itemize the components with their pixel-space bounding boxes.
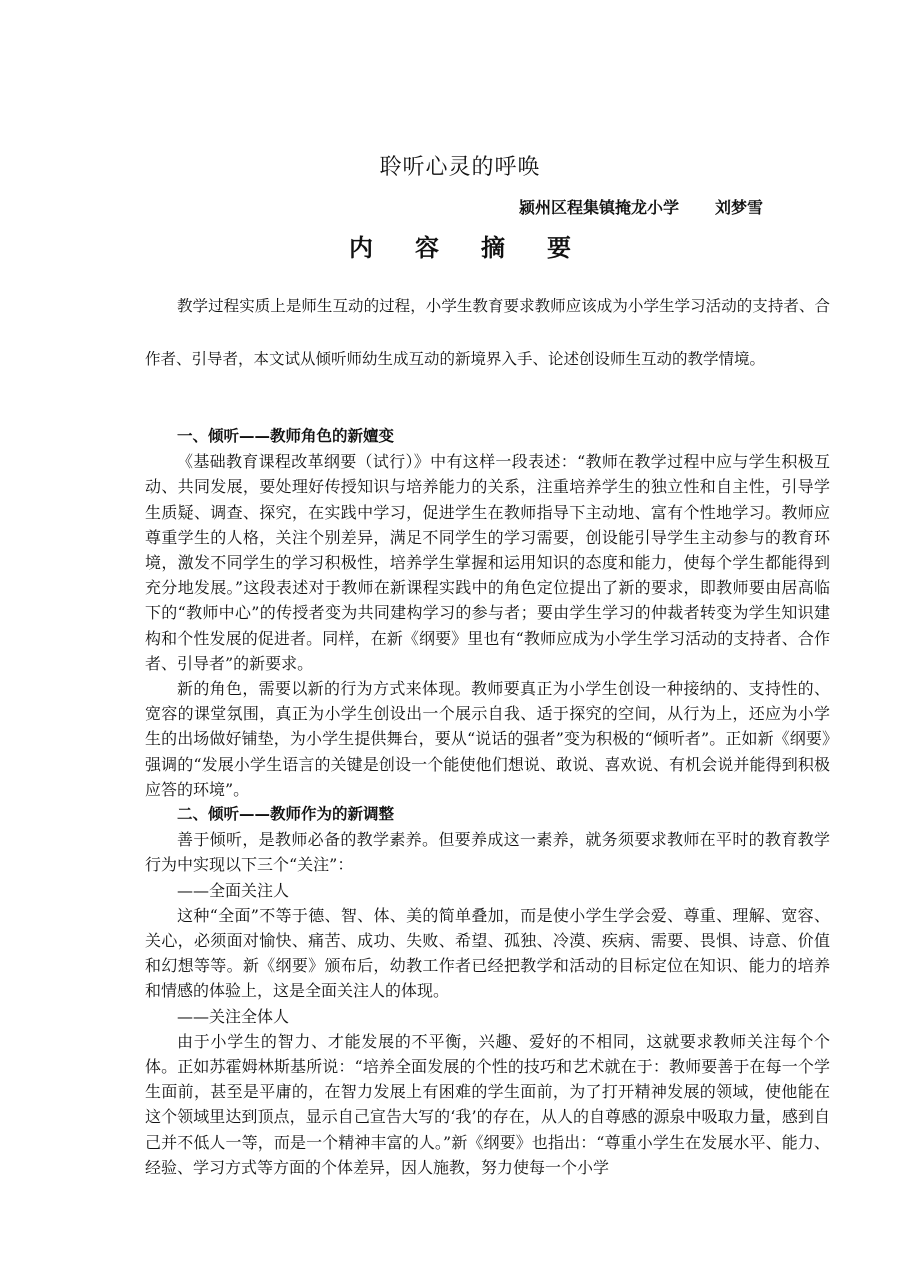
author-name: 刘梦雪 [715, 198, 764, 217]
section-2-heading: 二、倾听——教师作为的新调整 [177, 805, 395, 824]
body-text [145, 424, 830, 1180]
author-school: 颍州区程集镇掩龙小学 [519, 198, 680, 217]
abstract-text: 教学过程实质上是师生互动的过程，小学生教育要求教师应该成为小学生学习活动的支持者、合作者、引导者，本文试从倾听师幼生成互动的新境界入手、论述创设师生互动的教学情境。 [145, 297, 830, 368]
section-2-intro: 善于倾听，是教师必备的教学素养。但要养成这一素养，就务须要求教师在平时的教育教学行为中实现以下三个“关注”： [145, 830, 830, 875]
subsection-1-label: ——全面关注人 [177, 880, 290, 900]
section-1-paragraph-1: 《基础教育课程改革纲要（试行）》中有这样一段表述：“教师在教学过程中应与学生积极互动、共同发展，要处理好传授知识与培养能力的关系，注重培养学生的独立性和自主性，引导学生质疑、调查、探究，在实践中学习，促进学生在教师指导下主动地、富有个性地学习。教师应尊重学生的人格，关注个别差异，满足不同学生的学习需要，创设能引导学生主动参与的教育环境，激发不同学生的学习积极性，培养学生掌握和运用知识的态度和能力，使每个学生都能得到充分地发展。”这段表述对于教师在新课程实践中的角色定位提出了新的要求，即教师要由居高临下的“教师中心”的传授者变为共同建构学习的参与者；要由学生学习的仲裁者转变为学生知识建构和个性发展的促进者。同样，在新《纲要》里也有“教师应成为小学生学习活动的支持者、合作者、引导者”的新要求。 [145, 452, 830, 673]
subsection-2-text: 由于小学生的智力、才能发展的不平衡，兴趣、爱好的不相同，这就要求教师关注每个个体。正如苏霍姆林斯基所说：“培养全面发展的个性的技巧和艺术就在于：教师要善于在每一个学生面前，甚至是平庸的，在智力发展上有困难的学生面前，为了打开精神发展的领域，使他能在这个领域里达到顶点，显示自己宣告大写的‘我’的存在，从人的自尊感的源泉中吸取力量，感到自己并不低人一等，而是一个精神丰富的人。”新《纲要》也指出：“尊重小学生在发展水平、能力、经验、学习方式等方面的个体差异，因人施教，努力使每一个小学 [145, 1031, 830, 1177]
subsection-1-text: 这种“全面”不等于德、智、体、美的简单叠加，而是使小学生学会爱、尊重、理解、宽容、关心，必须面对愉快、痛苦、成功、失败、希望、孤独、冷漠、疾病、需要、畏惧、诗意、价值和幻想等等。新《纲要》颁布后，幼教工作者已经把教学和活动的目标定位在知识、能力的培养和情感的体验上，这是全面关注人的体现。 [145, 905, 830, 1001]
section-1-heading: 一、倾听——教师角色的新嬗变 [177, 427, 395, 445]
author-line [519, 195, 763, 218]
abstract-heading: 内容摘要 [349, 234, 613, 262]
subsection-2-label: ——关注全体人 [177, 1006, 290, 1026]
section-1-paragraph-2: 新的角色，需要以新的行为方式来体现。教师要真正为小学生创设一种接纳的、支持性的、宽容的课堂氛围，真正为小学生创设出一个展示自我、适于探究的空间，从行为上，还应为小学生的出场做好铺垫，为小学生提供舞台，要从“说话的强者”变为积极的“倾听者”。正如新《纲要》强调的“发展小学生语言的关键是创设一个能使他们想说、敢说、喜欢说、有机会说并能得到积极应答的环境”。 [145, 679, 830, 799]
document-title: 聆听心灵的呼唤 [379, 155, 541, 180]
